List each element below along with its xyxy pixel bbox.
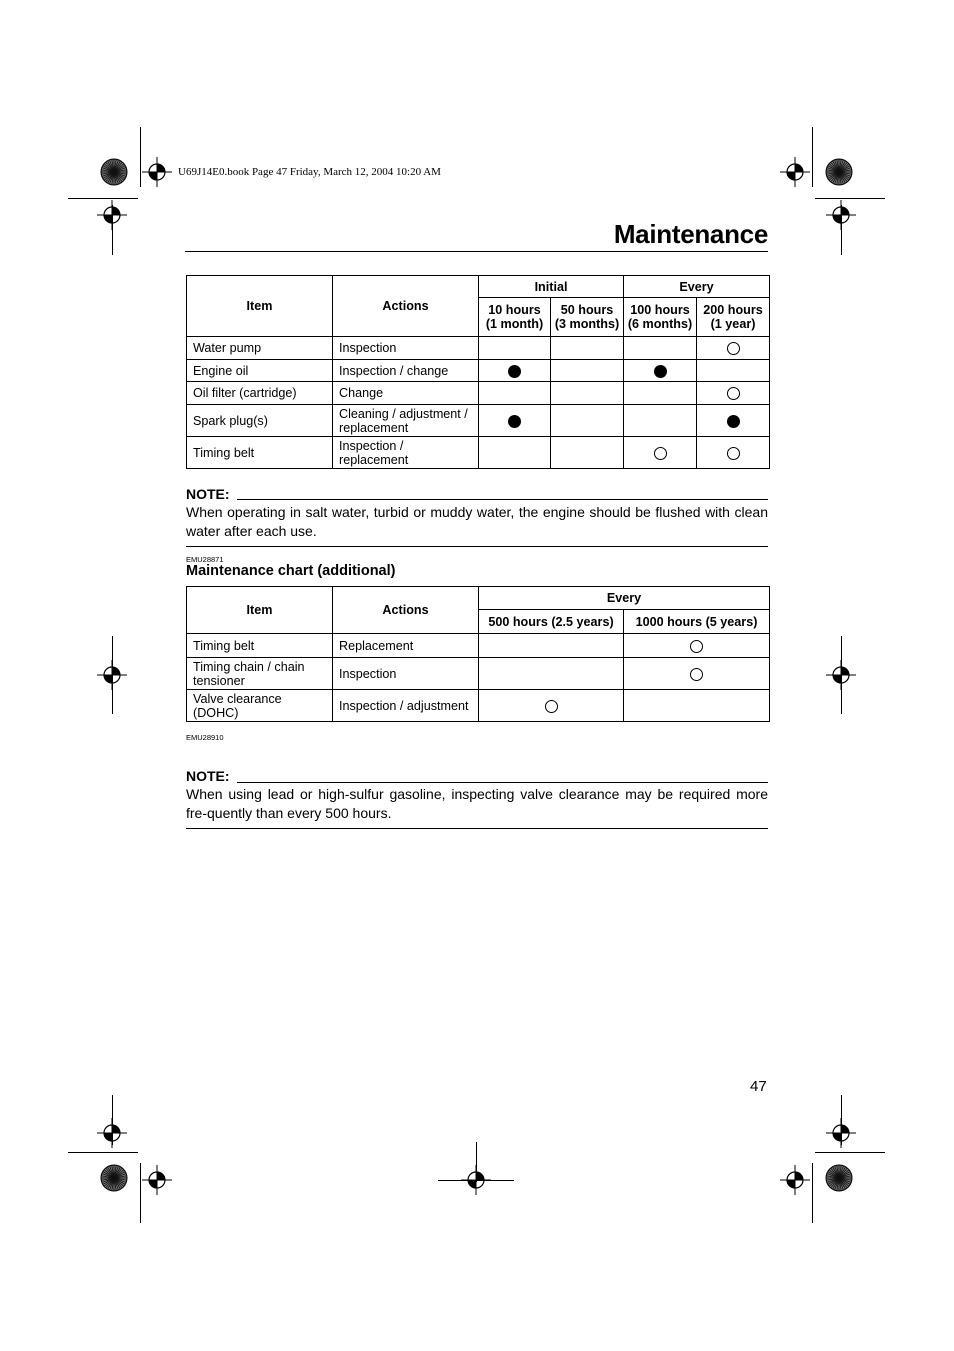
interval-header: [551, 298, 624, 337]
mark-cell: [697, 437, 770, 469]
header-every: Every: [479, 587, 770, 610]
note-rule: [237, 499, 768, 500]
item-cell: Timing belt: [187, 437, 333, 469]
filled-circle-icon: [727, 415, 740, 428]
interval-header: [479, 298, 551, 337]
item-cell: Spark plug(s): [187, 405, 333, 437]
note-label: NOTE:: [186, 486, 230, 502]
mark-cell: [697, 360, 770, 382]
registration-mark-icon: [780, 1165, 810, 1195]
interval-header: 500 hours (2.5 years): [479, 610, 624, 634]
filled-circle-icon: [654, 365, 667, 378]
action-cell: Inspection / adjustment: [333, 690, 479, 722]
interval-period: (6 months): [627, 317, 693, 331]
crop-mark-line: [112, 636, 113, 714]
interval-header: 1000 hours (5 years): [624, 610, 770, 634]
title-rule: [185, 251, 768, 252]
note-label: NOTE:: [186, 768, 230, 784]
registration-mark-icon: [142, 1165, 172, 1195]
crop-mark-line: [68, 1152, 138, 1153]
interval-hours: 50 hours: [560, 303, 614, 317]
mark-cell: [624, 690, 770, 722]
item-cell: Oil filter (cartridge): [187, 382, 333, 405]
crop-mark-line: [815, 1152, 885, 1153]
item-cell: Timing chain / chain tensioner: [187, 658, 333, 690]
open-circle-icon: [690, 640, 703, 653]
additional-maintenance-table: [186, 586, 770, 722]
mark-cell: [697, 405, 770, 437]
header-item: Item: [187, 587, 333, 634]
crop-mark-line: [841, 636, 842, 714]
crop-mark-line: [812, 1163, 813, 1223]
maintenance-chart-table: [186, 275, 770, 469]
crop-mark-line: [476, 1142, 477, 1182]
page-title: Maintenance: [613, 219, 768, 249]
page-number: 47: [750, 1078, 767, 1095]
open-circle-icon: [727, 387, 740, 400]
header-actions: Actions: [333, 587, 479, 634]
action-cell: Inspection: [333, 658, 479, 690]
table-row: [187, 690, 770, 722]
open-circle-icon: [654, 447, 667, 460]
mark-cell: [697, 337, 770, 360]
open-circle-icon: [727, 447, 740, 460]
action-cell: Replacement: [333, 634, 479, 658]
mark-cell: [479, 337, 551, 360]
mark-cell: [551, 405, 624, 437]
mark-cell: [624, 405, 697, 437]
registration-mark-icon: [780, 157, 810, 187]
note-text: When using lead or high-sulfur gasoline, inspecting valve clearance may be required more fre-quently than every 500 hours.: [186, 786, 768, 821]
action-cell: Cleaning / adjustment / replacement: [333, 405, 479, 437]
mark-cell: [479, 405, 551, 437]
registration-mark-icon: [142, 157, 172, 187]
mark-cell: [551, 382, 624, 405]
interval-header: [697, 298, 770, 337]
section-code: EMU28910: [186, 733, 224, 742]
item-cell: Valve clearance (DOHC): [187, 690, 333, 722]
crop-mark-line: [815, 198, 885, 199]
interval-hours: 100 hours: [630, 303, 690, 317]
table-row: [187, 437, 770, 469]
mark-cell: [551, 437, 624, 469]
note-text: When operating in salt water, turbid or muddy water, the engine should be flushed with clean water after each use.: [186, 504, 768, 539]
mark-cell: [624, 337, 697, 360]
interval-period: (1 month): [485, 317, 544, 331]
action-cell: Inspection: [333, 337, 479, 360]
item-cell: Water pump: [187, 337, 333, 360]
table-row: [187, 360, 770, 382]
star-target-icon: [100, 1164, 128, 1192]
interval-period: (3 months): [554, 317, 620, 331]
mark-cell: [624, 360, 697, 382]
crop-mark-line: [140, 127, 141, 187]
crop-mark-line: [140, 1163, 141, 1223]
crop-mark-line: [812, 127, 813, 187]
item-cell: Engine oil: [187, 360, 333, 382]
action-cell: Inspection / change: [333, 360, 479, 382]
crop-mark-line: [841, 1095, 842, 1145]
table-row: [187, 382, 770, 405]
mark-cell: [479, 690, 624, 722]
mark-cell: [624, 658, 770, 690]
star-target-icon: [100, 158, 128, 186]
open-circle-icon: [545, 700, 558, 713]
mark-cell: [479, 634, 624, 658]
header-item: Item: [187, 276, 333, 337]
star-target-icon: [825, 1164, 853, 1192]
crop-mark-line: [68, 198, 138, 199]
crop-mark-line: [112, 1095, 113, 1145]
item-cell: Timing belt: [187, 634, 333, 658]
crop-mark-line: [112, 205, 113, 255]
note-rule: [237, 782, 768, 783]
mark-cell: [479, 658, 624, 690]
star-target-icon: [825, 158, 853, 186]
mark-cell: [479, 360, 551, 382]
action-cell: Inspection / replacement: [333, 437, 479, 469]
mark-cell: [479, 437, 551, 469]
section-code: EMU28871: [186, 555, 224, 564]
section-heading: Maintenance chart (additional): [186, 563, 396, 579]
print-header: U69J14E0.book Page 47 Friday, March 12, 2004 10:20 AM: [178, 166, 441, 178]
mark-cell: [624, 437, 697, 469]
interval-header: [624, 298, 697, 337]
action-cell: Change: [333, 382, 479, 405]
mark-cell: [479, 382, 551, 405]
header-every: Every: [624, 276, 770, 298]
open-circle-icon: [727, 342, 740, 355]
header-initial: Initial: [479, 276, 624, 298]
filled-circle-icon: [508, 415, 521, 428]
mark-cell: [551, 337, 624, 360]
table-row: [187, 337, 770, 360]
crop-mark-line: [438, 1180, 514, 1181]
crop-mark-line: [841, 205, 842, 255]
interval-hours: 10 hours: [488, 303, 541, 317]
table-row: [187, 658, 770, 690]
note-end-rule: [186, 546, 768, 547]
header-actions: Actions: [333, 276, 479, 337]
filled-circle-icon: [508, 365, 521, 378]
mark-cell: [624, 634, 770, 658]
table-row: [187, 405, 770, 437]
table-row: [187, 634, 770, 658]
open-circle-icon: [690, 668, 703, 681]
mark-cell: [551, 360, 624, 382]
mark-cell: [624, 382, 697, 405]
interval-hours: 200 hours: [703, 303, 763, 317]
mark-cell: [697, 382, 770, 405]
note-end-rule: [186, 828, 768, 829]
interval-period: (1 year): [710, 317, 756, 331]
